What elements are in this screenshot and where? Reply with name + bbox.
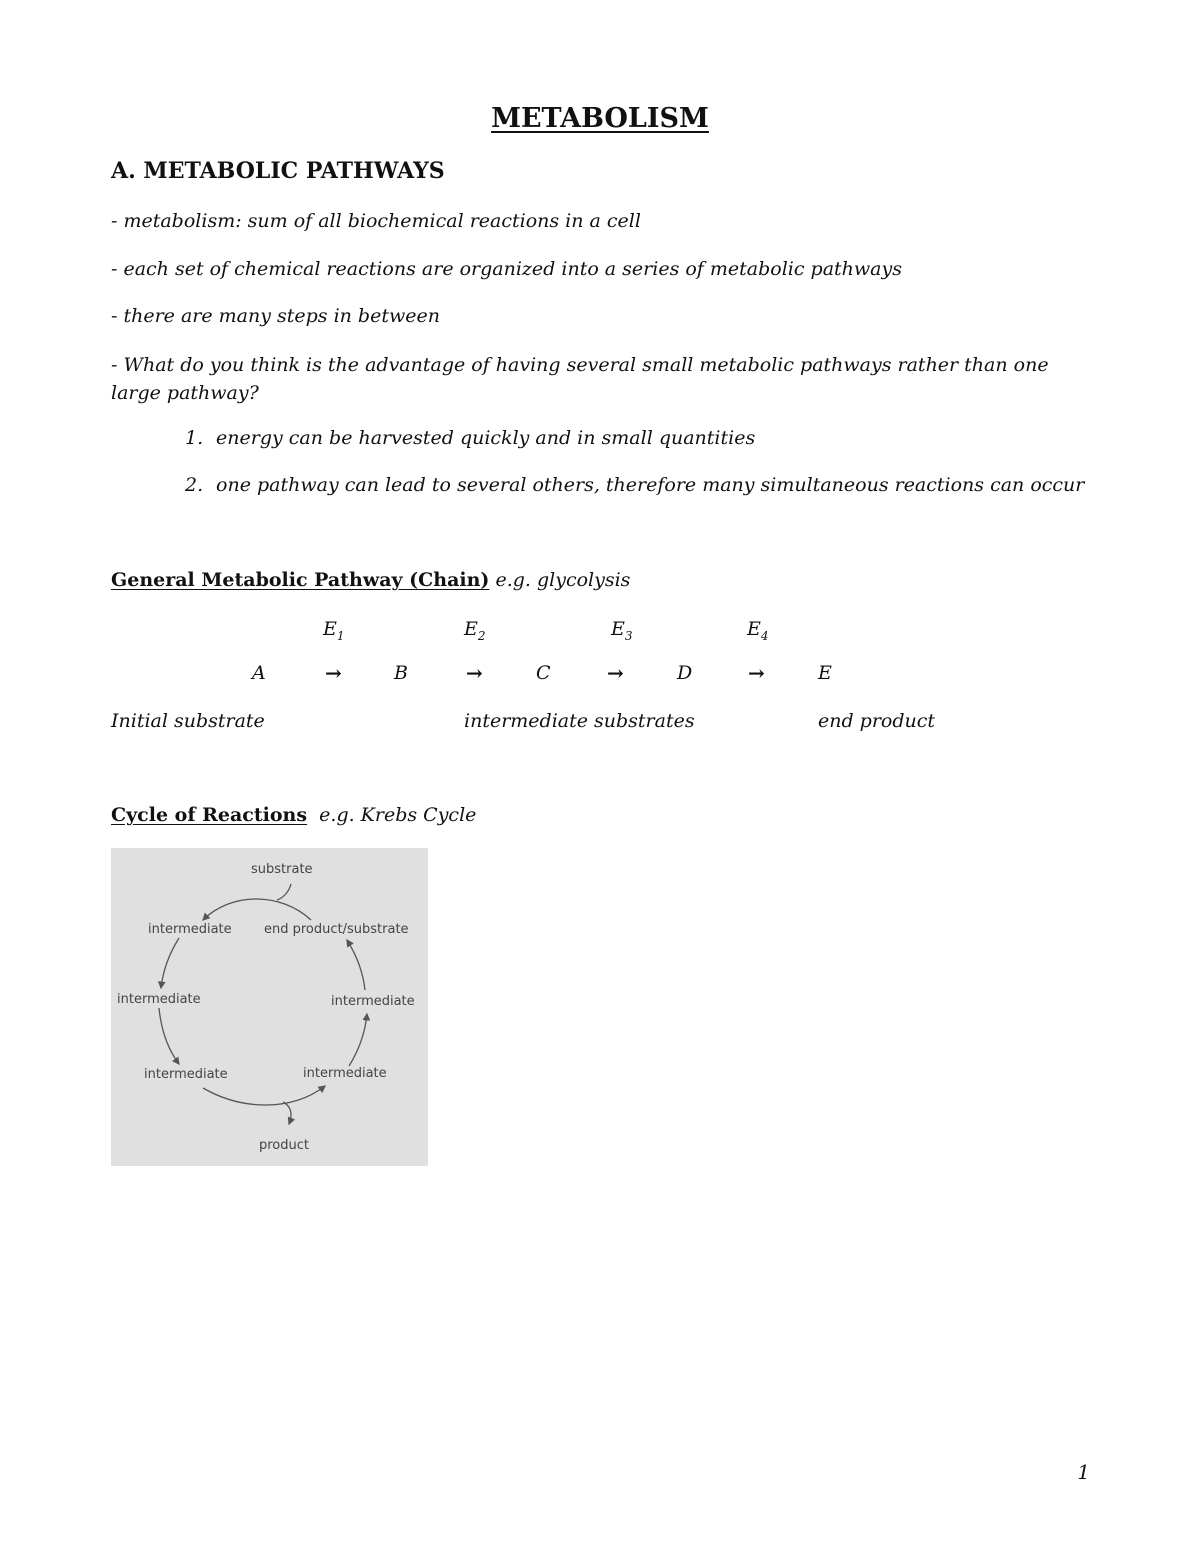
list-item [185,474,1084,496]
cycle-arc-right-upper [347,940,365,990]
enzyme-label: $E_2$ [464,618,486,643]
substrate-label: A [252,662,266,684]
cycle-arc-right-lower [349,1014,367,1066]
section-heading: A. METABOLIC PATHWAYS [111,158,445,184]
enzyme-label: $E_3$ [611,618,633,643]
cycle-label-mid-right: intermediate [331,994,415,1009]
list-item-number: 2. [185,474,204,496]
cycle-label-upper-right: end product/substrate [264,922,409,937]
page-title: METABOLISM [491,103,709,134]
cycle-heading [111,804,476,826]
cycle-arc-bottom [203,1086,325,1105]
paragraph-pathways: - each set of chemical reactions are organized into a series of metabolic pathways [111,258,902,280]
substrate-label: E [818,662,832,684]
paragraph-metabolism-definition: - metabolism: sum of all biochemical reactions in a cell [111,210,641,232]
reaction-arrow: → [748,661,765,685]
end-product-label: end product [818,710,936,732]
cycle-label-lower-right: intermediate [303,1066,387,1081]
intermediate-substrates-label: intermediate substrates [464,710,695,732]
cycle-arc-left-upper [161,938,179,988]
reaction-arrow: → [607,661,624,685]
list-item [185,427,755,449]
reaction-arrow: → [466,661,483,685]
paragraph-question: - What do you think is the advantage of having several small metabolic pathways rather than one large pathway? [111,354,1049,404]
chain-example: e.g. glycolysis [495,569,631,591]
chain-heading-text: General Metabolic Pathway (Chain) [111,569,490,591]
list-item-text: one pathway can lead to several others, therefore many simultaneous reactions can occur [216,474,1085,496]
cycle-diagram-figure [111,848,428,1166]
cycle-heading-text: Cycle of Reactions [111,804,308,826]
enzyme-label: $E_1$ [323,618,345,643]
paragraph-steps: - there are many steps in between [111,305,440,327]
enzyme-label: $E_4$ [747,618,769,643]
chain-heading [111,569,630,591]
cycle-label-bottom: product [259,1138,310,1153]
cycle-label-upper-left: intermediate [148,922,232,937]
cycle-label-mid-left: intermediate [117,992,201,1007]
list-item-number: 1. [185,427,204,449]
substrate-label: B [394,662,408,684]
cycle-arc-left-lower [159,1008,179,1064]
product-exit-arrow [283,1102,291,1124]
substrate-entry-arrow [277,884,291,900]
cycle-arc-top [203,899,311,920]
page-number: 1 [1077,1460,1090,1484]
cycle-label-lower-left: intermediate [144,1067,228,1082]
cycle-example: e.g. Krebs Cycle [319,804,477,826]
cycle-label-top: substrate [251,862,313,877]
reaction-arrow: → [325,661,342,685]
list-item-text: energy can be harvested quickly and in small quantities [216,427,756,449]
cycle-diagram [111,848,428,1166]
substrate-label: C [536,662,551,684]
substrate-label: D [677,662,693,684]
initial-substrate-label: Initial substrate [111,710,265,732]
